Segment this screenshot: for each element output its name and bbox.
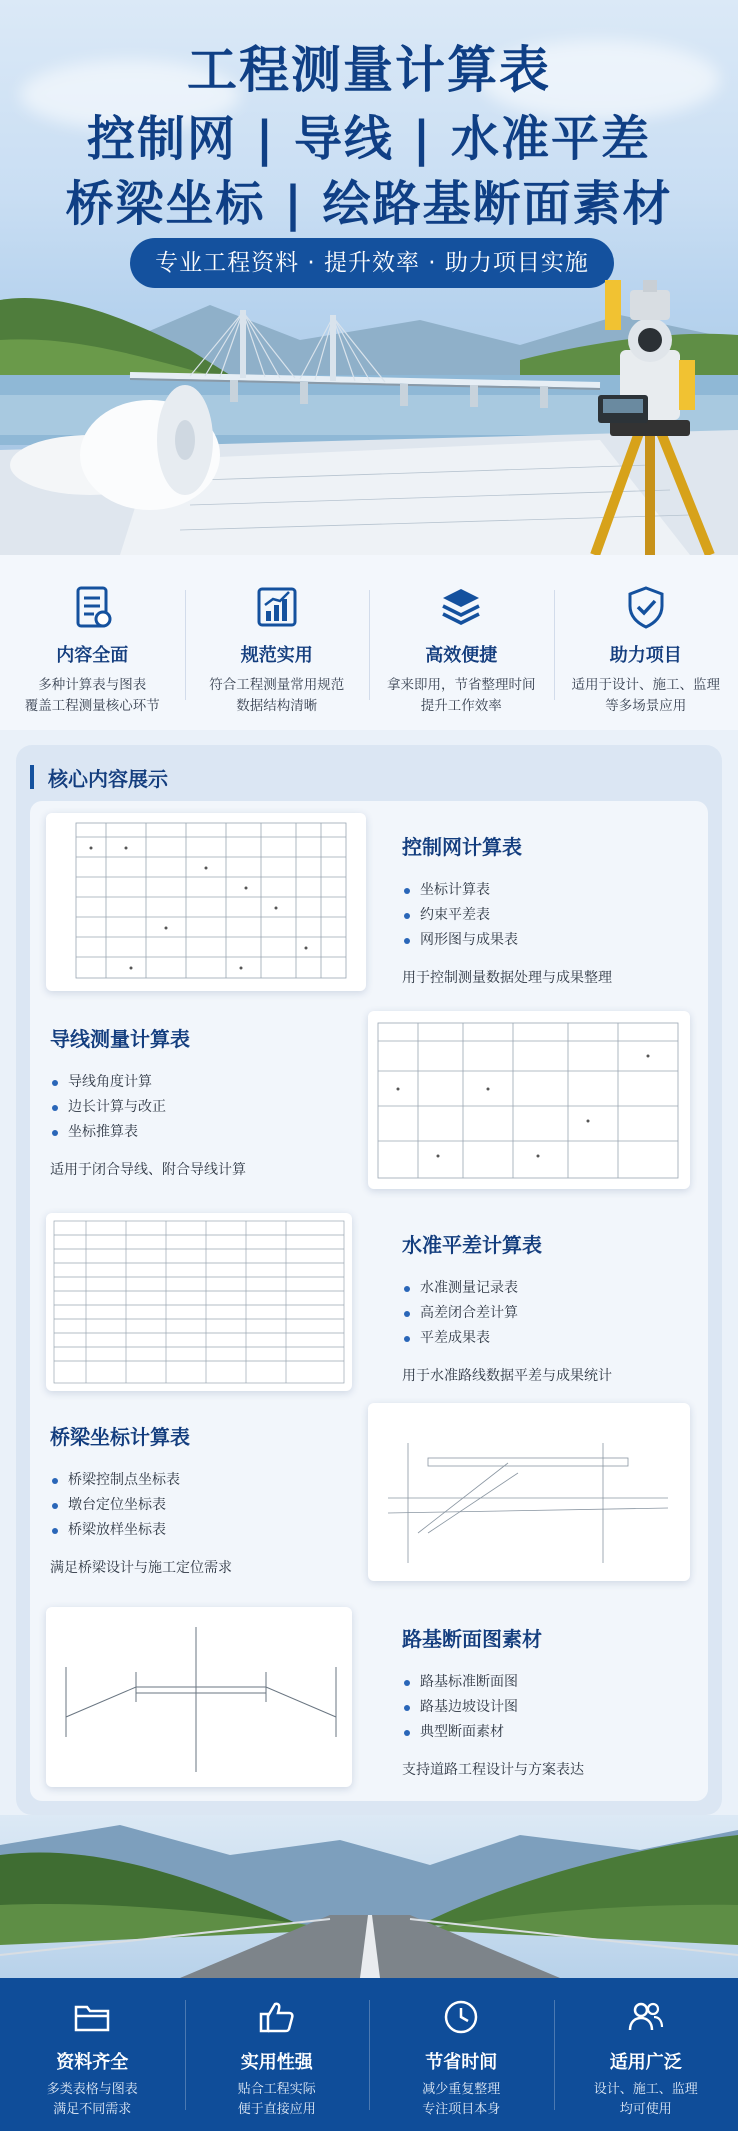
bullet-item: 坐标计算表 (402, 878, 692, 903)
bullet-item: 路基边坡设计图 (402, 1695, 692, 1720)
hero-banner (0, 0, 738, 555)
section-desc: 支持道路工程设计与方案表达 (402, 1762, 584, 1778)
feature-strip (0, 555, 738, 730)
benefit-desc (0, 2080, 185, 2120)
benefit-title: 节省时间 (425, 2052, 498, 2073)
section-title: 导线测量计算表 (50, 1027, 190, 1051)
feature-title: 内容全面 (56, 645, 129, 666)
bridge-coordinate-section (50, 1421, 340, 1577)
feature-desc-line: 覆盖工程测量核心环节 (24, 698, 160, 714)
feature-title: 助力项目 (609, 645, 682, 666)
feature-title: 规范实用 (240, 645, 313, 666)
subgrade-section-thumbnail (46, 1607, 352, 1787)
feature-desc-line: 数据结构清晰 (236, 698, 318, 714)
benefit-card (554, 1978, 738, 2131)
bar-chart-icon (253, 583, 301, 631)
feature-title: 高效便捷 (425, 645, 498, 666)
section-title: 控制网计算表 (402, 835, 522, 859)
bullet-item: 典型断面素材 (402, 1720, 692, 1745)
leveling-section (402, 1229, 692, 1385)
traverse-table-thumbnail (368, 1011, 690, 1189)
section-title: 桥梁坐标计算表 (50, 1425, 190, 1449)
hero-title: 工程测量计算表 (187, 41, 551, 99)
heading-accent-bar (30, 765, 34, 789)
feature-desc-line: 符合工程测量常用规范 (209, 677, 345, 693)
bullet-item: 墩台定位坐标表 (50, 1493, 340, 1518)
feature-desc (0, 675, 185, 717)
benefit-desc-line: 减少重复整理 (422, 2082, 501, 2097)
feature-desc-line: 适用于设计、施工、监理 (571, 677, 720, 693)
benefit-desc (554, 2080, 738, 2120)
traverse-section (50, 1023, 340, 1179)
benefit-desc-line: 设计、施工、监理 (593, 2082, 698, 2097)
bullet-item: 坐标推算表 (50, 1120, 340, 1145)
benefit-desc-line: 多类表格与图表 (46, 2082, 138, 2097)
section-heading-text: 核心内容展示 (48, 766, 168, 791)
feature-desc-line: 多种计算表与图表 (38, 677, 147, 693)
bullet-item: 桥梁放样坐标表 (50, 1518, 340, 1543)
document-list-icon (68, 583, 116, 631)
bridge-drawing-thumbnail (368, 1403, 690, 1581)
section-heading (30, 759, 168, 795)
folder-icon (71, 1996, 113, 2038)
slogan-badge: 专业工程资料 · 提升效率 · 助力项目实施 (130, 238, 614, 288)
benefit-desc-line: 满足不同需求 (53, 2102, 132, 2117)
section-desc: 用于控制测量数据处理与成果整理 (402, 970, 612, 986)
section-title: 路基断面图素材 (402, 1627, 542, 1651)
benefit-desc (185, 2080, 370, 2120)
clock-icon (440, 1996, 482, 2038)
benefit-card (185, 1978, 370, 2131)
feature-desc (185, 675, 370, 717)
feature-desc (369, 675, 554, 717)
bullet-item: 网形图与成果表 (402, 928, 692, 953)
thumbs-up-icon (256, 1996, 298, 2038)
section-desc: 适用于闭合导线、附合导线计算 (50, 1162, 246, 1178)
bridge-surveying-illustration (0, 280, 738, 555)
benefit-desc-line: 专注项目本身 (422, 2102, 501, 2117)
benefit-desc-line: 便于直接应用 (237, 2102, 316, 2117)
feature-card (554, 555, 738, 730)
benefit-card (0, 1978, 185, 2131)
feature-desc-line: 拿来即用，节省整理时间 (387, 677, 536, 693)
control-network-table-thumbnail (46, 813, 366, 991)
benefit-desc-line: 均可使用 (619, 2102, 672, 2117)
shield-check-icon (622, 583, 670, 631)
feature-desc (554, 675, 738, 717)
feature-card (369, 555, 554, 730)
benefit-footer (0, 1978, 738, 2131)
core-content-panel (16, 745, 722, 1815)
bullet-item: 高差闭合差计算 (402, 1301, 692, 1326)
section-desc: 满足桥梁设计与施工定位需求 (50, 1560, 232, 1576)
section-desc: 用于水准路线数据平差与成果统计 (402, 1368, 612, 1384)
benefit-desc-line: 贴合工程实际 (237, 2082, 316, 2097)
feature-desc-line: 提升工作效率 (420, 698, 502, 714)
users-icon (625, 1996, 667, 2038)
leveling-table-thumbnail (46, 1213, 352, 1391)
bullet-item: 桥梁控制点坐标表 (50, 1468, 340, 1493)
benefit-title: 适用广泛 (609, 2052, 682, 2073)
hero-subtitle-1: 控制网 | 导线 | 水准平差 (87, 111, 651, 167)
bullet-item: 平差成果表 (402, 1326, 692, 1351)
feature-card (185, 555, 370, 730)
hero-subtitle-2: 桥梁坐标 | 绘路基断面素材 (65, 176, 673, 232)
feature-desc-line: 等多场景应用 (605, 698, 687, 714)
layers-icon (437, 583, 485, 631)
highway-landscape-image (0, 1815, 738, 1978)
bullet-item: 约束平差表 (402, 903, 692, 928)
benefit-card (369, 1978, 554, 2131)
subgrade-section (402, 1623, 692, 1779)
control-network-section (402, 831, 692, 987)
bullet-item: 边长计算与改正 (50, 1095, 340, 1120)
content-card (30, 801, 708, 1801)
section-title: 水准平差计算表 (402, 1233, 542, 1257)
bullet-item: 路基标准断面图 (402, 1670, 692, 1695)
benefit-title: 资料齐全 (56, 2052, 129, 2073)
feature-card (0, 555, 185, 730)
benefit-desc (369, 2080, 554, 2120)
bullet-item: 水准测量记录表 (402, 1276, 692, 1301)
benefit-title: 实用性强 (240, 2052, 313, 2073)
bullet-item: 导线角度计算 (50, 1070, 340, 1095)
